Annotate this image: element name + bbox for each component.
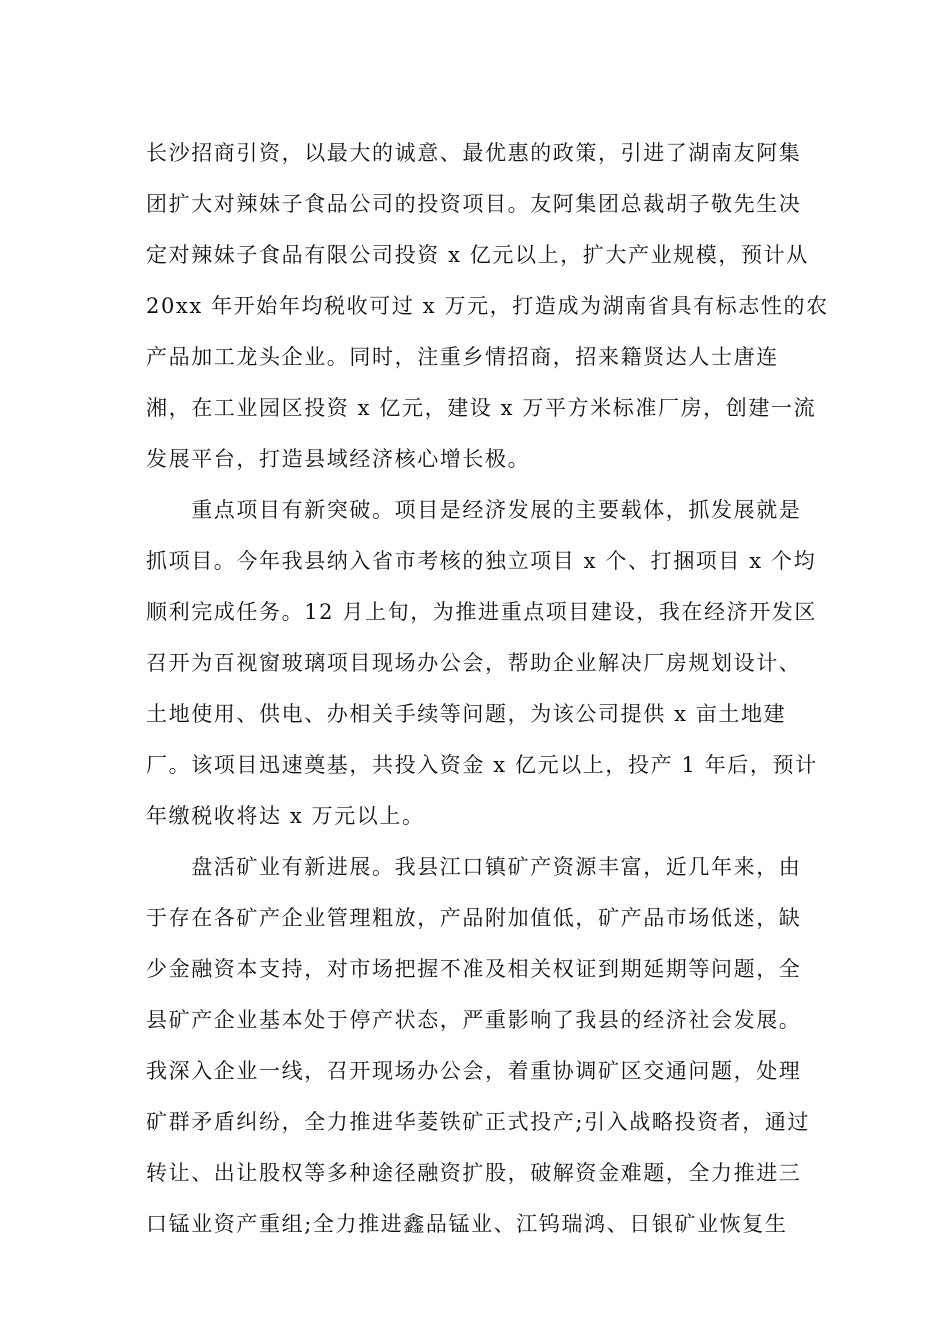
text-line: 土地使用、供电、办相关手续等问题，为该公司提供 x 亩土地建 [146,702,787,726]
paragraph [146,132,829,489]
text-line: 重点项目有新突破。项目是经济发展的主要载体，抓发展就是 [146,498,802,522]
text-line: 抓项目。今年我县纳入省市考核的独立项目 x 个、打捆项目 x 个均 [146,549,817,573]
document-body [146,132,829,1254]
text-line: 于存在各矿产企业管理粗放，产品附加值低，矿产品市场低迷，缺 [146,906,802,930]
paragraph [146,489,818,846]
text-line: 产品加工龙头企业。同时，注重乡情招商，招来籍贤达人士唐连 [146,345,779,369]
text-line: 少金融资本支持，对市场把握不准及相关权证到期延期等问题，全 [146,957,802,981]
text-line: 20xx 年开始年均税收可过 x 万元，打造成为湖南省具有标志性的农 [146,294,829,318]
text-line: 县矿产企业基本处于停产状态，严重影响了我县的经济社会发展。 [146,1008,802,1032]
text-line: 长沙招商引资，以最大的诚意、最优惠的政策，引进了湖南友阿集 [146,141,802,165]
text-line: 召开为百视窗玻璃项目现场办公会，帮助企业解决厂房规划设计、 [146,651,802,675]
text-line: 盘活矿业有新进展。我县江口镇矿产资源丰富，近几年来，由 [146,855,802,879]
text-line: 发展平台，打造县域经济核心增长极。 [146,447,531,471]
paragraph [146,846,811,1254]
text-line: 我深入企业一线，召开现场办公会，着重协调矿区交通问题，处理 [146,1059,802,1083]
text-line: 年缴税收将达 x 万元以上。 [146,804,425,828]
text-line: 团扩大对辣妹子食品公司的投资项目。友阿集团总裁胡子敬先生决 [146,192,802,216]
text-line: 湘，在工业园区投资 x 亿元，建设 x 万平方米标准厂房，创建一流 [146,396,817,420]
text-line: 厂。该项目迅速奠基，共投入资金 x 亿元以上，投产 1 年后，预计 [146,753,818,777]
text-line: 顺利完成任务。12 月上旬，为推进重点项目建设，我在经济开发区 [146,600,817,624]
text-line: 定对辣妹子食品有限公司投资 x 亿元以上，扩大产业规模，预计从 [146,243,809,267]
text-line: 转让、出让股权等多种途径融资扩股，破解资金难题，全力推进三 [146,1161,802,1185]
text-line: 矿群矛盾纠纷，全力推进华菱铁矿正式投产;引入战略投资者，通过 [146,1110,811,1134]
text-line: 口锰业资产重组;全力推进鑫品锰业、江钨瑞鸿、日银矿业恢复生 [146,1212,788,1236]
